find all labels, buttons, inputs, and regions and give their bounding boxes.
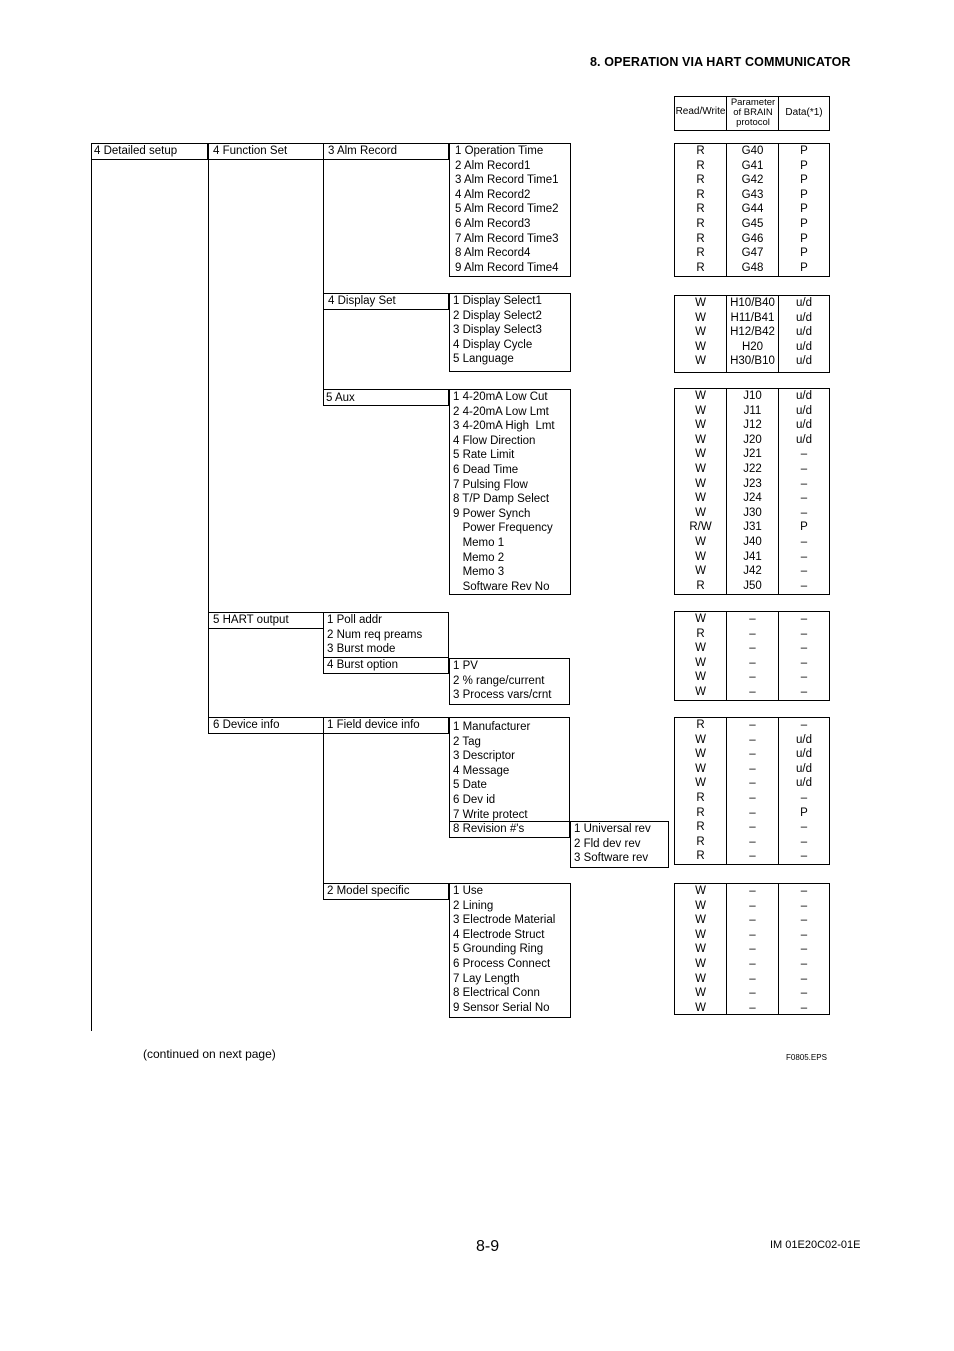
data-cell: P <box>800 203 808 216</box>
rw-cell: W <box>695 899 706 912</box>
rw-cell: W <box>695 311 706 324</box>
data-cell: – <box>800 448 808 461</box>
rw-cell: R <box>696 188 705 201</box>
rw-cell: W <box>695 733 706 746</box>
menu-item: Power Frequency <box>453 522 553 535</box>
section-title: 8. OPERATION VIA HART COMMUNICATOR <box>590 55 851 69</box>
rw-cell: R <box>696 806 705 819</box>
rw-cell: R <box>696 579 705 592</box>
data-cell: P <box>800 159 808 172</box>
menu-item: 1 4-20mA Low Cut <box>453 391 548 403</box>
rw-cell: W <box>695 297 706 309</box>
param-cell: G47 <box>741 247 764 260</box>
rw-cell: R <box>696 159 705 172</box>
data-cell: – <box>800 642 808 655</box>
param-cell: J42 <box>743 565 762 578</box>
rw-cell: W <box>695 506 706 519</box>
param-table-display <box>674 295 830 373</box>
tree-line-root <box>91 159 92 1031</box>
menu-hart-output: 5 HART output <box>208 612 324 629</box>
data-cell: – <box>800 928 808 941</box>
rw-cell: W <box>695 477 706 490</box>
rw-cell: W <box>695 340 706 353</box>
rw-cell: R <box>696 719 705 731</box>
rw-cell: W <box>695 404 706 417</box>
menu-item: 7 Alm Record Time3 <box>455 232 559 245</box>
param-cell: H12/B42 <box>730 326 775 339</box>
menu-burst-option: 4 Burst option <box>327 659 398 671</box>
menu-alm-record: 3 Alm Record <box>323 143 449 160</box>
menu-item: 5 Grounding Ring <box>453 943 544 956</box>
data-cell: – <box>800 656 808 669</box>
data-cell: u/d <box>796 390 812 402</box>
data-cell: – <box>800 462 808 475</box>
param-cell: – <box>749 821 756 834</box>
data-cell: – <box>800 835 808 848</box>
param-cell: – <box>749 613 756 625</box>
menu-device-info: 6 Device info <box>208 717 324 734</box>
param-cell: G43 <box>741 188 764 201</box>
field-device-items <box>449 717 570 838</box>
data-cell: P <box>800 174 808 187</box>
menu-item: 9 Alm Record Time4 <box>455 261 559 274</box>
menu-item: 1 PV <box>453 660 478 672</box>
data-cell: u/d <box>796 297 812 309</box>
menu-item: 3 Software rev <box>574 852 649 865</box>
param-cell: J40 <box>743 535 762 548</box>
figure-id: F0805.EPS <box>786 1053 827 1062</box>
data-cell: – <box>800 821 808 834</box>
menu-item: 1 Operation Time <box>455 145 544 157</box>
continued-note: (continued on next page) <box>143 1047 276 1061</box>
menu-item: Memo 1 <box>453 536 505 549</box>
menu-item: 2 Display Select2 <box>453 309 542 322</box>
param-table-field <box>674 717 830 865</box>
param-cell: – <box>749 762 756 775</box>
param-cell: – <box>749 943 756 956</box>
param-cell: G45 <box>741 217 764 230</box>
rw-cell: R <box>696 627 705 640</box>
param-cell: J12 <box>743 419 762 432</box>
display-set-items <box>449 293 571 372</box>
parameter-table-header <box>674 96 830 131</box>
menu-item: 7 Lay Length <box>453 972 520 985</box>
param-cell: J50 <box>743 579 762 592</box>
rw-cell: W <box>695 987 706 1000</box>
menu-item: 9 Sensor Serial No <box>453 1001 550 1014</box>
rw-cell: W <box>695 642 706 655</box>
param-table-model <box>674 883 830 1015</box>
data-cell: – <box>800 506 808 519</box>
data-cell: u/d <box>796 762 812 775</box>
data-cell: – <box>800 613 808 625</box>
tree-line-level2 <box>208 159 209 733</box>
rw-cell: W <box>695 928 706 941</box>
data-cell: – <box>800 850 808 863</box>
param-cell: J41 <box>743 550 762 563</box>
param-cell: J23 <box>743 477 762 490</box>
menu-item: 6 Process Connect <box>453 957 551 970</box>
rw-cell: R <box>696 174 705 187</box>
param-cell: J22 <box>743 462 762 475</box>
rw-cell: R <box>696 261 705 274</box>
data-cell: – <box>800 492 808 505</box>
menu-display-set: 4 Display Set <box>323 293 449 310</box>
param-table-alm <box>674 143 830 277</box>
param-cell: H30/B10 <box>730 355 775 368</box>
rw-cell: W <box>695 685 706 698</box>
page-number: 8-9 <box>476 1238 500 1255</box>
param-cell: – <box>749 972 756 985</box>
data-cell: – <box>800 957 808 970</box>
menu-item: 3 Alm Record Time1 <box>455 174 559 187</box>
rw-cell: R <box>696 232 705 245</box>
data-cell: P <box>800 806 808 819</box>
data-cell: – <box>800 791 808 804</box>
param-cell: – <box>749 1001 756 1014</box>
menu-item: 1 Manufacturer <box>453 721 531 733</box>
rw-cell: W <box>695 1001 706 1014</box>
rw-cell: W <box>695 419 706 432</box>
tree-line-function-set <box>323 159 324 405</box>
aux-items <box>449 389 571 595</box>
rw-cell: W <box>695 390 706 402</box>
data-cell: P <box>800 521 808 534</box>
menu-item: 2 Tag <box>453 735 481 748</box>
param-cell: – <box>749 671 756 684</box>
menu-item: 1 Poll addr <box>327 614 382 626</box>
menu-item: Memo 3 <box>453 566 505 579</box>
data-cell: u/d <box>796 777 812 790</box>
param-cell: G46 <box>741 232 764 245</box>
param-cell: – <box>749 685 756 698</box>
data-cell: P <box>800 232 808 245</box>
rw-cell: R <box>696 821 705 834</box>
param-cell: – <box>749 928 756 941</box>
menu-item: 1 Use <box>453 885 484 897</box>
data-cell: – <box>800 579 808 592</box>
rw-cell: R <box>696 203 705 216</box>
menu-item: 3 Burst mode <box>327 643 396 656</box>
menu-item: 4 Electrode Struct <box>453 928 545 941</box>
data-cell: u/d <box>796 340 812 353</box>
menu-item: 3 Display Select3 <box>453 324 542 337</box>
param-cell: – <box>749 835 756 848</box>
tree-line-device-info <box>323 733 324 883</box>
rw-cell: W <box>695 550 706 563</box>
menu-item: 2 Num req preams <box>327 628 423 641</box>
rw-cell: W <box>695 748 706 761</box>
param-table-aux <box>674 388 830 595</box>
rw-cell: R <box>696 145 705 157</box>
param-cell: – <box>749 748 756 761</box>
param-cell: – <box>749 733 756 746</box>
param-cell: G44 <box>741 203 764 216</box>
menu-item: 7 Pulsing Flow <box>453 478 528 491</box>
param-cell: – <box>749 850 756 863</box>
menu-item: 1 Display Select1 <box>453 295 542 307</box>
data-cell: – <box>800 914 808 927</box>
menu-item: 8 Electrical Conn <box>453 987 540 1000</box>
data-cell: u/d <box>796 355 812 368</box>
data-cell: u/d <box>796 419 812 432</box>
rw-cell: R <box>696 835 705 848</box>
rw-cell: W <box>695 777 706 790</box>
param-cell: H11/B41 <box>730 311 775 324</box>
menu-item: 2 % range/current <box>453 674 545 687</box>
param-header: Parameter of BRAIN protocol <box>730 97 776 128</box>
data-cell: – <box>800 719 808 731</box>
menu-aux: 5 Aux <box>323 389 449 406</box>
data-cell: – <box>800 972 808 985</box>
alm-record-items <box>449 143 571 277</box>
menu-item: 5 Alm Record Time2 <box>455 203 559 216</box>
menu-item: 3 Descriptor <box>453 750 515 763</box>
data-cell: – <box>800 477 808 490</box>
rw-cell: W <box>695 355 706 368</box>
menu-item: 6 Dead Time <box>453 463 519 476</box>
param-cell: – <box>749 791 756 804</box>
data-cell: P <box>800 247 808 260</box>
menu-item: 5 Rate Limit <box>453 449 515 462</box>
data-cell: – <box>800 565 808 578</box>
rw-cell: W <box>695 565 706 578</box>
rw-cell: R <box>696 791 705 804</box>
data-cell: P <box>800 217 808 230</box>
rw-cell: W <box>695 326 706 339</box>
menu-item: 3 Electrode Material <box>453 914 556 927</box>
menu-item: 7 Write protect <box>453 808 528 821</box>
data-cell: P <box>800 145 808 157</box>
rw-cell: W <box>695 656 706 669</box>
rw-cell: W <box>695 914 706 927</box>
menu-item: 4 Flow Direction <box>453 434 536 447</box>
menu-item: 4 Alm Record2 <box>455 188 531 201</box>
rw-cell: W <box>695 433 706 446</box>
param-cell: – <box>749 777 756 790</box>
param-cell: – <box>749 957 756 970</box>
param-cell: J20 <box>743 433 762 446</box>
menu-item: 2 Fld dev rev <box>574 837 641 850</box>
data-cell: – <box>800 987 808 1000</box>
param-cell: – <box>749 987 756 1000</box>
data-cell: – <box>800 550 808 563</box>
param-cell: G40 <box>741 145 764 157</box>
menu-detailed-setup: 4 Detailed setup <box>91 143 208 160</box>
menu-item: Software Rev No <box>453 580 550 593</box>
data-cell: – <box>800 885 808 897</box>
menu-model-specific: 2 Model specific <box>323 883 449 900</box>
data-cell: – <box>800 627 808 640</box>
menu-item: 6 Alm Record3 <box>455 217 531 230</box>
data-header: Data(*1) <box>785 107 823 118</box>
rw-cell: R <box>696 247 705 260</box>
param-cell: G42 <box>741 174 764 187</box>
menu-item: Memo 2 <box>453 551 505 564</box>
rw-cell: R <box>696 850 705 863</box>
data-cell: – <box>800 685 808 698</box>
param-cell: H10/B40 <box>730 297 775 309</box>
data-cell: u/d <box>796 326 812 339</box>
param-cell: G41 <box>741 159 764 172</box>
rw-cell: W <box>695 885 706 897</box>
model-specific-items <box>449 883 571 1018</box>
menu-function-set: 4 Function Set <box>208 143 324 160</box>
menu-item: 4 Message <box>453 764 510 777</box>
param-cell: J24 <box>743 492 762 505</box>
data-cell: – <box>800 943 808 956</box>
param-cell: – <box>749 642 756 655</box>
param-cell: J21 <box>743 448 762 461</box>
rw-cell: R/W <box>689 521 712 534</box>
data-cell: – <box>800 535 808 548</box>
data-cell: u/d <box>796 433 812 446</box>
data-cell: P <box>800 188 808 201</box>
param-cell: – <box>749 627 756 640</box>
param-cell: J31 <box>743 521 762 534</box>
param-cell: J11 <box>743 404 762 417</box>
param-cell: H20 <box>741 340 764 353</box>
param-cell: – <box>749 806 756 819</box>
data-cell: P <box>800 261 808 274</box>
data-cell: u/d <box>796 733 812 746</box>
rw-cell: W <box>695 448 706 461</box>
menu-item: 5 Date <box>453 779 487 792</box>
data-cell: – <box>800 899 808 912</box>
document-id: IM 01E20C02-01E <box>770 1239 861 1251</box>
data-cell: u/d <box>796 404 812 417</box>
param-cell: J10 <box>743 390 762 402</box>
revision-items <box>570 821 669 868</box>
menu-item: 9 Power Synch <box>453 507 531 520</box>
param-cell: – <box>749 914 756 927</box>
rw-cell: W <box>695 943 706 956</box>
menu-item: 4 Display Cycle <box>453 338 533 351</box>
rw-cell: W <box>695 972 706 985</box>
rw-cell: W <box>695 462 706 475</box>
menu-item: 5 Language <box>453 353 514 366</box>
param-cell: J30 <box>743 506 762 519</box>
data-cell: – <box>800 1001 808 1014</box>
data-cell: u/d <box>796 311 812 324</box>
rw-cell: R <box>696 217 705 230</box>
menu-item: 8 T/P Damp Select <box>453 493 550 506</box>
burst-option-items <box>449 658 570 705</box>
param-table-hart <box>674 611 830 701</box>
menu-item: 3 Process vars/crnt <box>453 689 552 702</box>
rw-cell: W <box>695 613 706 625</box>
menu-field-device-info: 1 Field device info <box>323 717 449 734</box>
param-cell: – <box>749 885 756 897</box>
rw-cell: W <box>695 671 706 684</box>
menu-item: 2 Lining <box>453 899 494 912</box>
data-cell: u/d <box>796 748 812 761</box>
menu-item: 1 Universal rev <box>574 823 651 835</box>
menu-item: 2 Alm Record1 <box>455 159 531 172</box>
menu-item: 2 4-20mA Low Lmt <box>453 405 549 418</box>
rw-cell: W <box>695 957 706 970</box>
param-cell: – <box>749 719 756 731</box>
hart-output-items <box>323 612 449 674</box>
rw-cell: W <box>695 535 706 548</box>
menu-item: 8 Alm Record4 <box>455 247 531 260</box>
rw-header: Read/Write <box>675 106 726 117</box>
rw-cell: W <box>695 762 706 775</box>
data-cell: – <box>800 671 808 684</box>
menu-item: 6 Dev id <box>453 793 496 806</box>
menu-item: 3 4-20mA High Lmt <box>453 420 555 433</box>
param-cell: G48 <box>741 261 764 274</box>
menu-revision: 8 Revision #'s <box>453 823 525 835</box>
param-cell: – <box>749 656 756 669</box>
param-cell: – <box>749 899 756 912</box>
rw-cell: W <box>695 492 706 505</box>
